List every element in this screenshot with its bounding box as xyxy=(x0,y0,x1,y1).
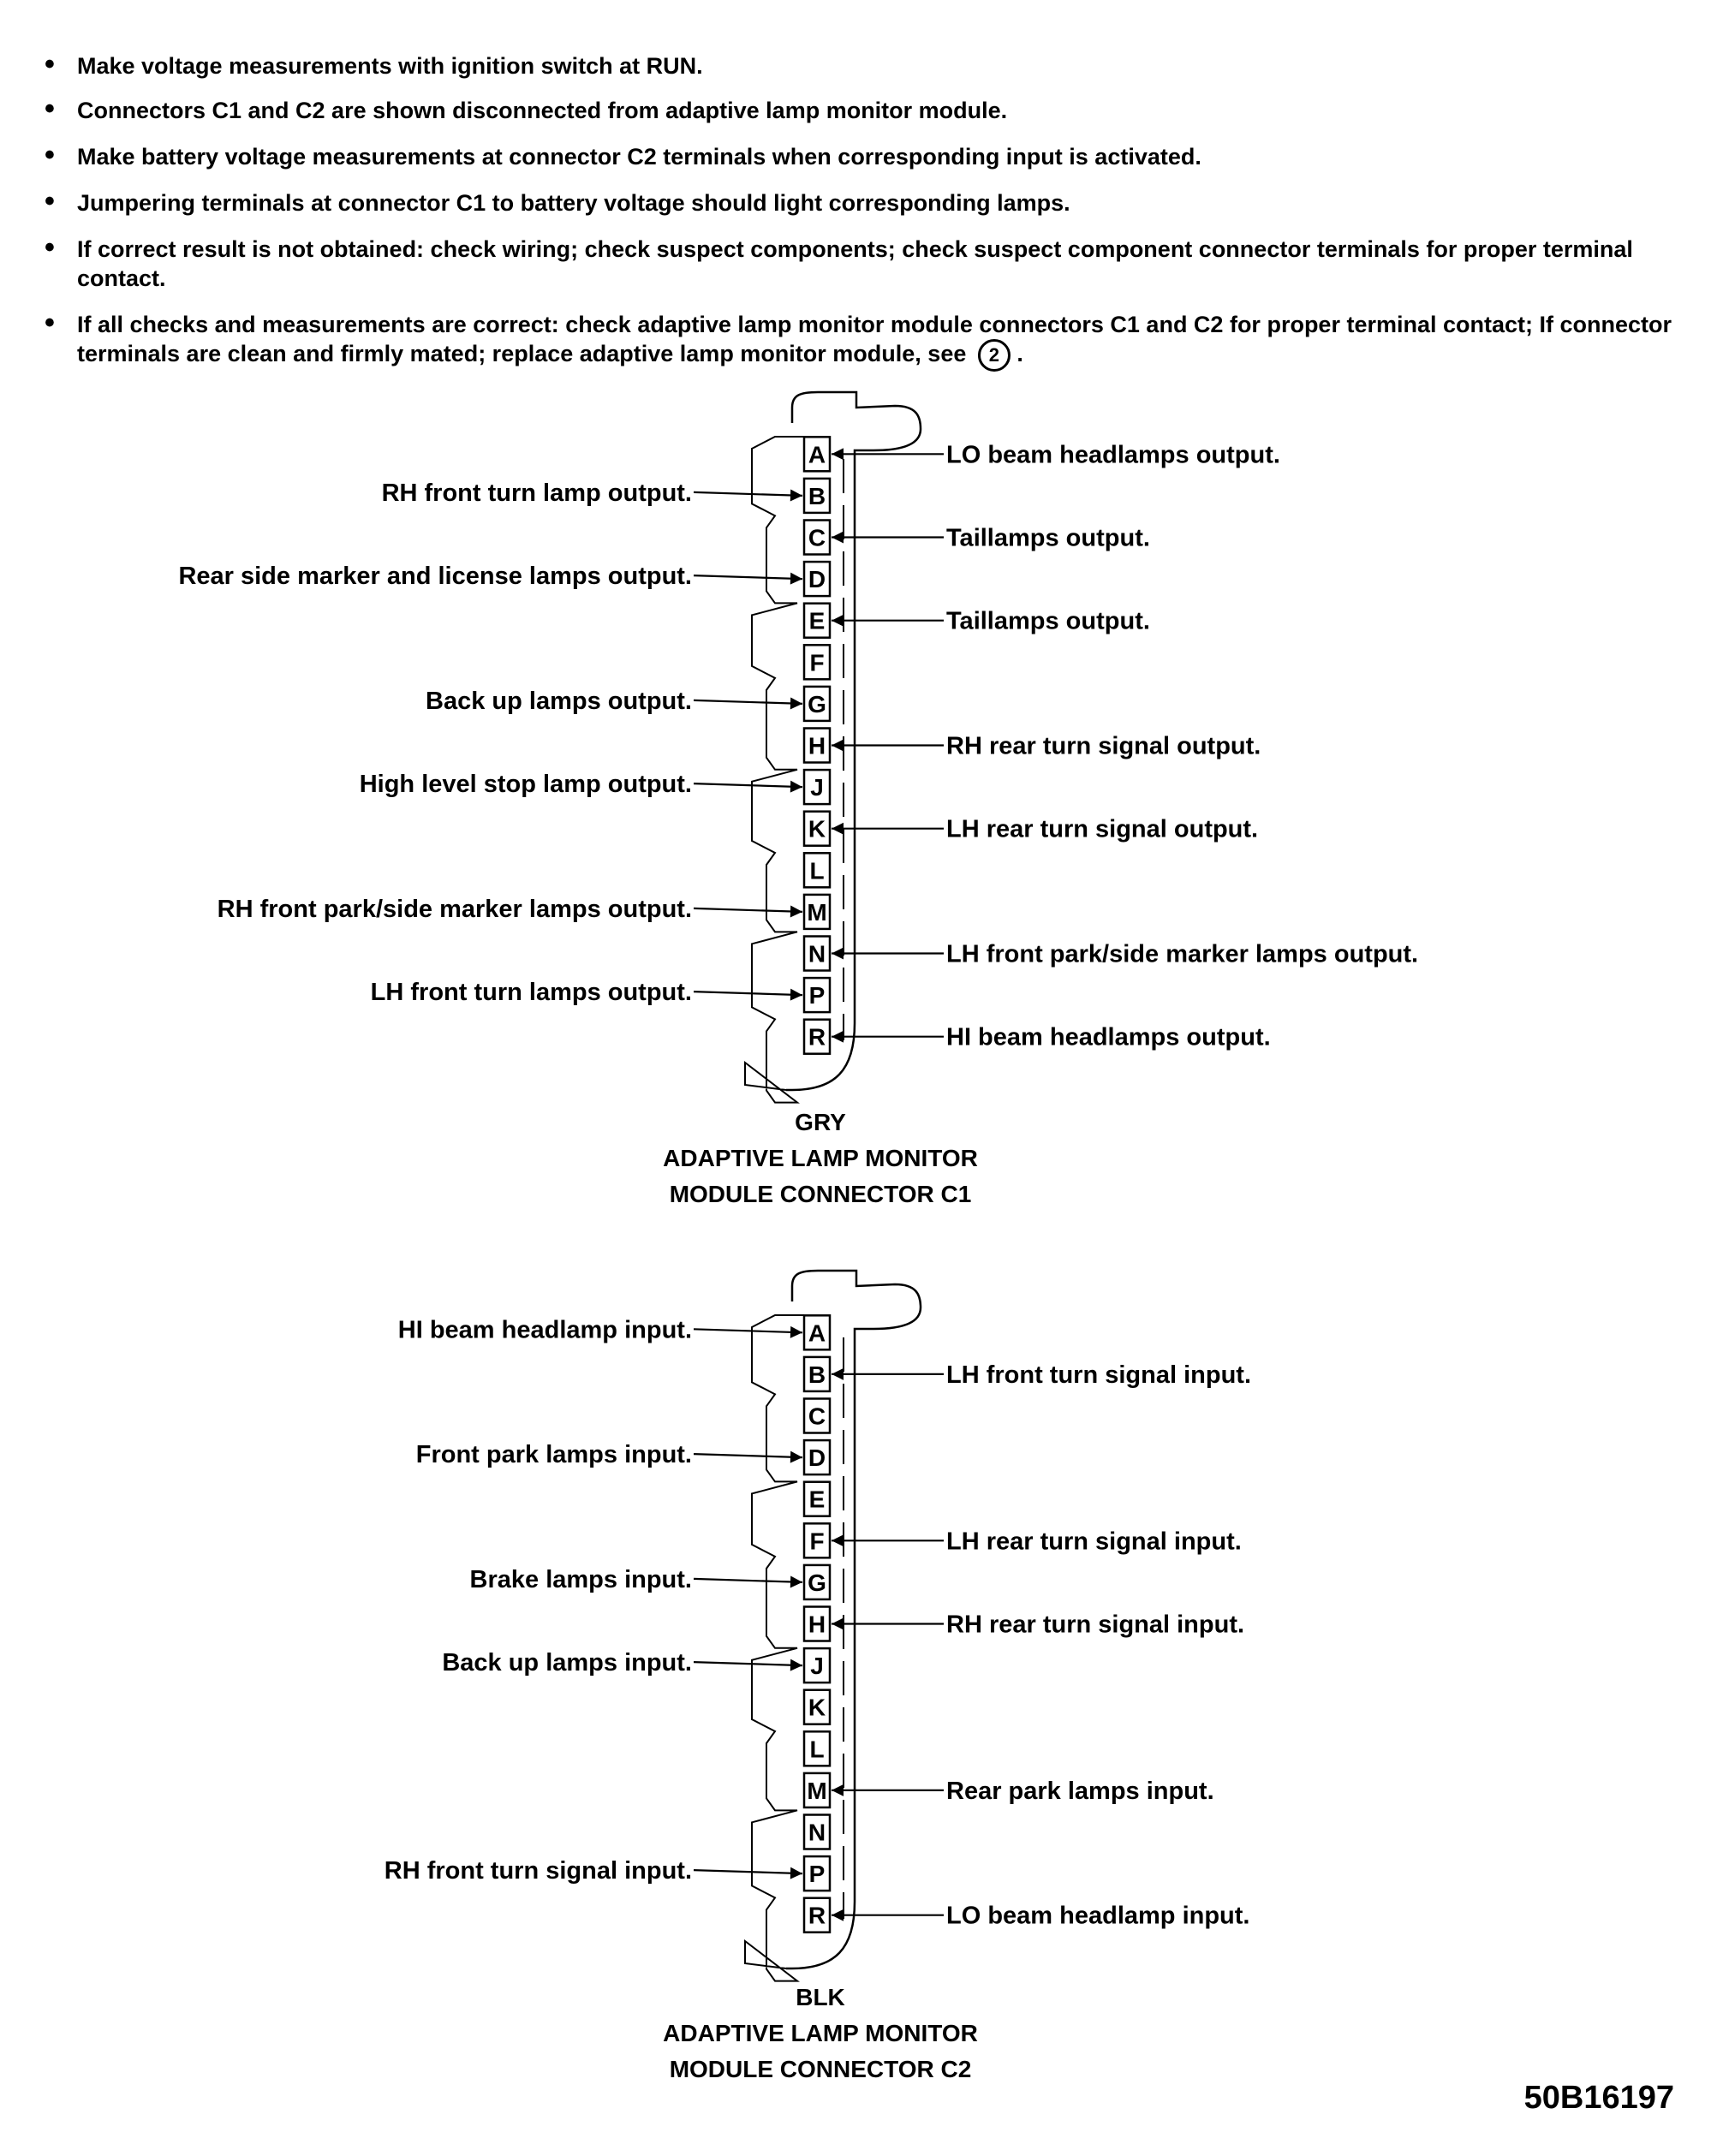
circuit-label-p: LH front turn lamps output. xyxy=(370,979,692,1007)
arrow-to-pin-a xyxy=(694,1329,802,1332)
pin-letter-n: N xyxy=(808,940,826,968)
instruction-item: • Make battery voltage measurements at connector C2 terminals when corresponding input is activated. xyxy=(51,142,1708,171)
pin-letter-l: L xyxy=(809,1736,825,1763)
circuit-label-c: Taillamps output. xyxy=(946,524,1150,552)
pin-letter-j: J xyxy=(810,1653,824,1680)
pin-letter-k: K xyxy=(808,815,826,843)
instruction-item: • Make voltage measurements with ignition switch at RUN. xyxy=(51,51,1708,80)
pin-letter-e: E xyxy=(808,1486,826,1513)
instruction-item: • Jumpering terminals at connector C1 to battery voltage should light corresponding lamps. xyxy=(51,188,1708,217)
pin-letter-g: G xyxy=(808,1569,826,1596)
circuit-label-m: RH front park/side marker lamps output. xyxy=(217,895,692,923)
pin-letter-f: F xyxy=(809,649,825,676)
circuit-label-b: LH front turn signal input. xyxy=(946,1361,1252,1389)
connector-caption-line: BLK xyxy=(796,1984,845,2010)
circuit-label-b: RH front turn lamp output. xyxy=(381,479,692,507)
pin-letter-e: E xyxy=(808,607,826,634)
circuit-label-e: Taillamps output. xyxy=(946,607,1150,635)
circuit-label-h: RH rear turn signal input. xyxy=(946,1611,1245,1639)
arrow-to-pin-g xyxy=(694,700,802,704)
pin-letter-p: P xyxy=(808,1861,826,1888)
connector-caption-line: ADAPTIVE LAMP MONITOR xyxy=(663,2020,978,2046)
connector-c1 xyxy=(178,392,1418,1207)
circuit-label-g: Brake lamps input. xyxy=(469,1565,692,1593)
arrow-to-pin-g xyxy=(694,1579,802,1582)
circuit-label-j: Back up lamps input. xyxy=(442,1649,692,1677)
pin-letter-b: B xyxy=(808,482,826,509)
arrow-to-pin-d xyxy=(694,1454,802,1457)
arrow-to-pin-m xyxy=(694,908,802,912)
circuit-label-m: Rear park lamps input. xyxy=(946,1777,1214,1805)
connector-key-edge xyxy=(745,437,804,1103)
instruction-item: • Connectors C1 and C2 are shown disconnected from adaptive lamp monitor module. xyxy=(51,96,1708,125)
pin-letter-m: M xyxy=(807,1777,827,1804)
pin-letter-d: D xyxy=(808,1444,826,1472)
pin-letter-r: R xyxy=(808,1023,826,1051)
circuit-label-p: RH front turn signal input. xyxy=(384,1857,692,1885)
pin-letter-a: A xyxy=(808,441,826,468)
connector-caption-line: MODULE CONNECTOR C2 xyxy=(669,2056,972,2082)
see-reference-badge: 2 xyxy=(978,339,1011,372)
pin-letter-n: N xyxy=(808,1819,826,1846)
circuit-label-f: LH rear turn signal input. xyxy=(946,1528,1242,1556)
pin-letter-h: H xyxy=(808,732,826,759)
pin-letter-g: G xyxy=(808,690,826,718)
circuit-label-a: LO beam headlamps output. xyxy=(946,441,1280,469)
pin-letter-d: D xyxy=(808,566,826,593)
arrow-to-pin-p xyxy=(694,1870,802,1873)
figure-code: 50B16197 xyxy=(1523,2080,1674,2116)
arrow-to-pin-p xyxy=(694,992,802,995)
arrow-to-pin-j xyxy=(694,1662,802,1665)
pin-letter-k: K xyxy=(808,1694,826,1721)
connector-c2 xyxy=(385,1271,1251,2082)
pin-letter-f: F xyxy=(809,1528,825,1555)
instruction-item: • If all checks and measurements are correct: check adaptive lamp monitor module connectors C1 and C2 for proper terminal contact; If connector terminals are clean and firmly mated; replace adaptive lamp monitor module, see 2 . xyxy=(51,310,1708,372)
pin-letter-j: J xyxy=(810,774,824,801)
connector-key-edge xyxy=(745,1315,804,1981)
arrow-to-pin-j xyxy=(694,783,802,787)
circuit-label-n: LH front park/side marker lamps output. xyxy=(946,940,1419,968)
pin-letter-c: C xyxy=(808,1403,826,1430)
connector-caption-line: MODULE CONNECTOR C1 xyxy=(669,1181,972,1207)
circuit-label-r: LO beam headlamp input. xyxy=(946,1902,1250,1930)
arrow-to-pin-b xyxy=(694,492,802,496)
pin-letter-h: H xyxy=(808,1611,826,1638)
pin-letter-r: R xyxy=(808,1902,826,1929)
pin-letter-b: B xyxy=(808,1361,826,1388)
circuit-label-d: Front park lamps input. xyxy=(415,1441,692,1469)
pin-letter-m: M xyxy=(807,898,827,926)
instruction-item: • If correct result is not obtained: check wiring; check suspect components; check suspect component connector terminals for proper terminal contact. xyxy=(51,235,1708,293)
pin-letter-a: A xyxy=(808,1319,826,1347)
circuit-label-h: RH rear turn signal output. xyxy=(946,732,1261,760)
circuit-label-g: Back up lamps output. xyxy=(426,687,692,715)
circuit-label-k: LH rear turn signal output. xyxy=(946,815,1259,843)
arrow-to-pin-d xyxy=(694,575,802,579)
circuit-label-a: HI beam headlamp input. xyxy=(397,1316,692,1344)
circuit-label-d: Rear side marker and license lamps output. xyxy=(178,563,692,591)
connector-caption-line: GRY xyxy=(795,1109,846,1135)
circuit-label-r: HI beam headlamps output. xyxy=(946,1023,1271,1051)
pin-letter-c: C xyxy=(808,524,826,551)
pin-letter-l: L xyxy=(809,857,825,884)
circuit-label-j: High level stop lamp output. xyxy=(359,771,692,799)
pin-letter-p: P xyxy=(808,982,826,1010)
connector-caption-line: ADAPTIVE LAMP MONITOR xyxy=(663,1145,978,1171)
